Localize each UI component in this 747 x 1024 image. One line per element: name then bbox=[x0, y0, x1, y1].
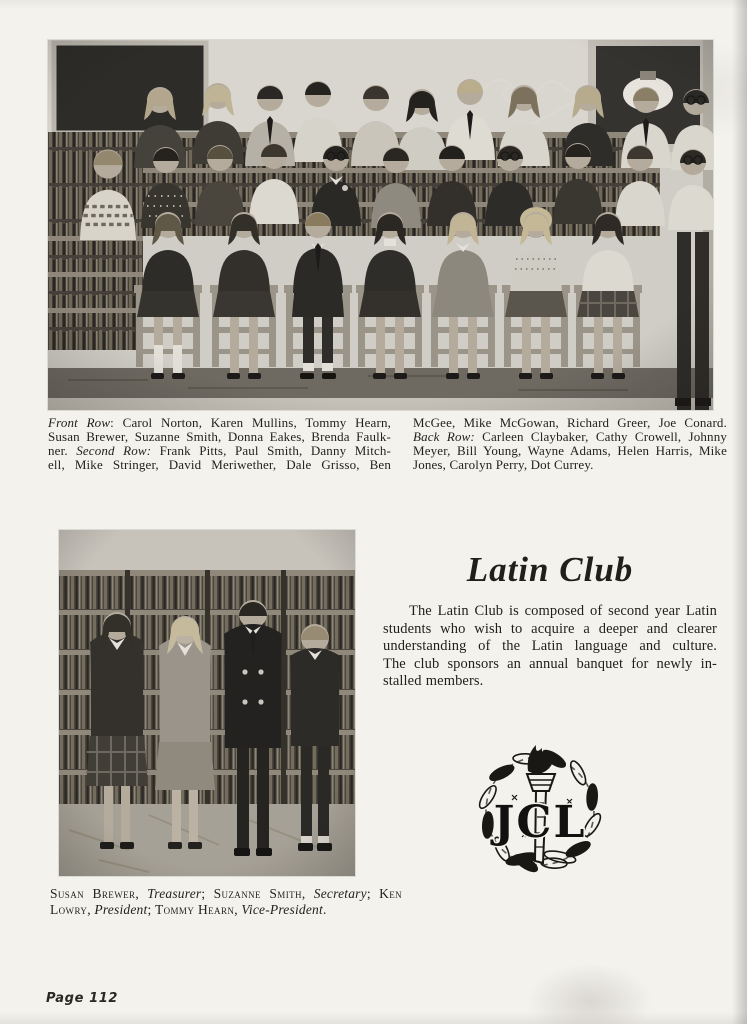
section-description bbox=[383, 603, 717, 691]
caption-column-right bbox=[413, 416, 727, 472]
caption-line: Susan Brewer, Suzanne Smith, Donna Eakes, Brenda Faulk- bbox=[48, 428, 391, 444]
description-line: students who wish to acquire a deeper and clearer bbox=[383, 620, 717, 637]
separator: ; bbox=[366, 886, 380, 901]
separator: ; bbox=[201, 886, 214, 901]
caption-text: : Carol Norton, Karen Mullins, Tommy Hearn, bbox=[110, 415, 392, 430]
latin-club-section bbox=[383, 551, 717, 691]
officer-name: Susan Brewer bbox=[50, 886, 136, 901]
caption-line bbox=[413, 430, 727, 444]
caption-column-left bbox=[48, 416, 391, 472]
officer-title: Secretary bbox=[313, 886, 367, 901]
separator: . bbox=[322, 902, 327, 918]
row-label: Second Row: bbox=[76, 442, 152, 458]
photo-vignette bbox=[59, 530, 355, 876]
caption-line: ell, Mike Stringer, David Meriwether, Dale Grisso, Ben bbox=[48, 456, 391, 472]
caption-line bbox=[48, 444, 391, 458]
description-line: stalled members. bbox=[383, 673, 484, 690]
section-title: Latin Club bbox=[466, 550, 634, 589]
separator: ; bbox=[147, 902, 155, 918]
separator: , bbox=[135, 886, 148, 901]
caption-line bbox=[48, 416, 391, 430]
officers-photo-illustration bbox=[59, 530, 355, 876]
photo-vignette bbox=[48, 40, 713, 410]
page-number: Page 112 bbox=[46, 991, 119, 1006]
caption-line: McGee, Mike McGowan, Richard Greer, Joe Conard. bbox=[413, 415, 727, 430]
jcl-letters: JCL bbox=[493, 797, 587, 848]
row-label: Front Row bbox=[48, 415, 111, 430]
officer-name: Ken Lowry bbox=[50, 886, 403, 918]
caption-text: ner. bbox=[48, 442, 77, 458]
caption-text: Carleen Claybaker, Cathy Crowell, Johnny bbox=[474, 428, 727, 444]
group-photo-caption bbox=[48, 416, 727, 472]
row-label: Back Row: bbox=[413, 428, 475, 444]
description-line: The club sponsors an annual banquet for newly in- bbox=[383, 655, 717, 672]
officers-caption bbox=[50, 886, 402, 918]
separator: , bbox=[234, 902, 242, 918]
caption-line: Meyer, Bill Young, Wayne Adams, Helen Harris, Mike bbox=[413, 442, 727, 458]
jcl-logo-illustration bbox=[472, 741, 608, 877]
jcl-emblem bbox=[472, 741, 608, 877]
officer-name: Suzanne Smith bbox=[213, 886, 302, 901]
group-photo-illustration bbox=[48, 40, 713, 410]
latin-club-officers-photo bbox=[59, 530, 355, 876]
officer-title: Treasurer bbox=[147, 886, 202, 901]
officer-title: President bbox=[94, 902, 148, 918]
caption-text: Frank Pitts, Paul Smith, Danny Mitch- bbox=[151, 442, 392, 458]
caption-line: Jones, Carolyn Perry, Dot Currey. bbox=[413, 456, 594, 472]
officer-name: Tommy Hearn bbox=[154, 902, 235, 918]
description-line: The Latin Club is composed of second year Latin bbox=[409, 603, 717, 619]
latin-club-group-photo bbox=[48, 40, 713, 410]
separator: , bbox=[301, 886, 314, 901]
officer-title: Vice-President bbox=[241, 902, 323, 918]
separator: , bbox=[87, 902, 95, 918]
description-line: understanding of the Latin language and culture. bbox=[383, 638, 717, 655]
